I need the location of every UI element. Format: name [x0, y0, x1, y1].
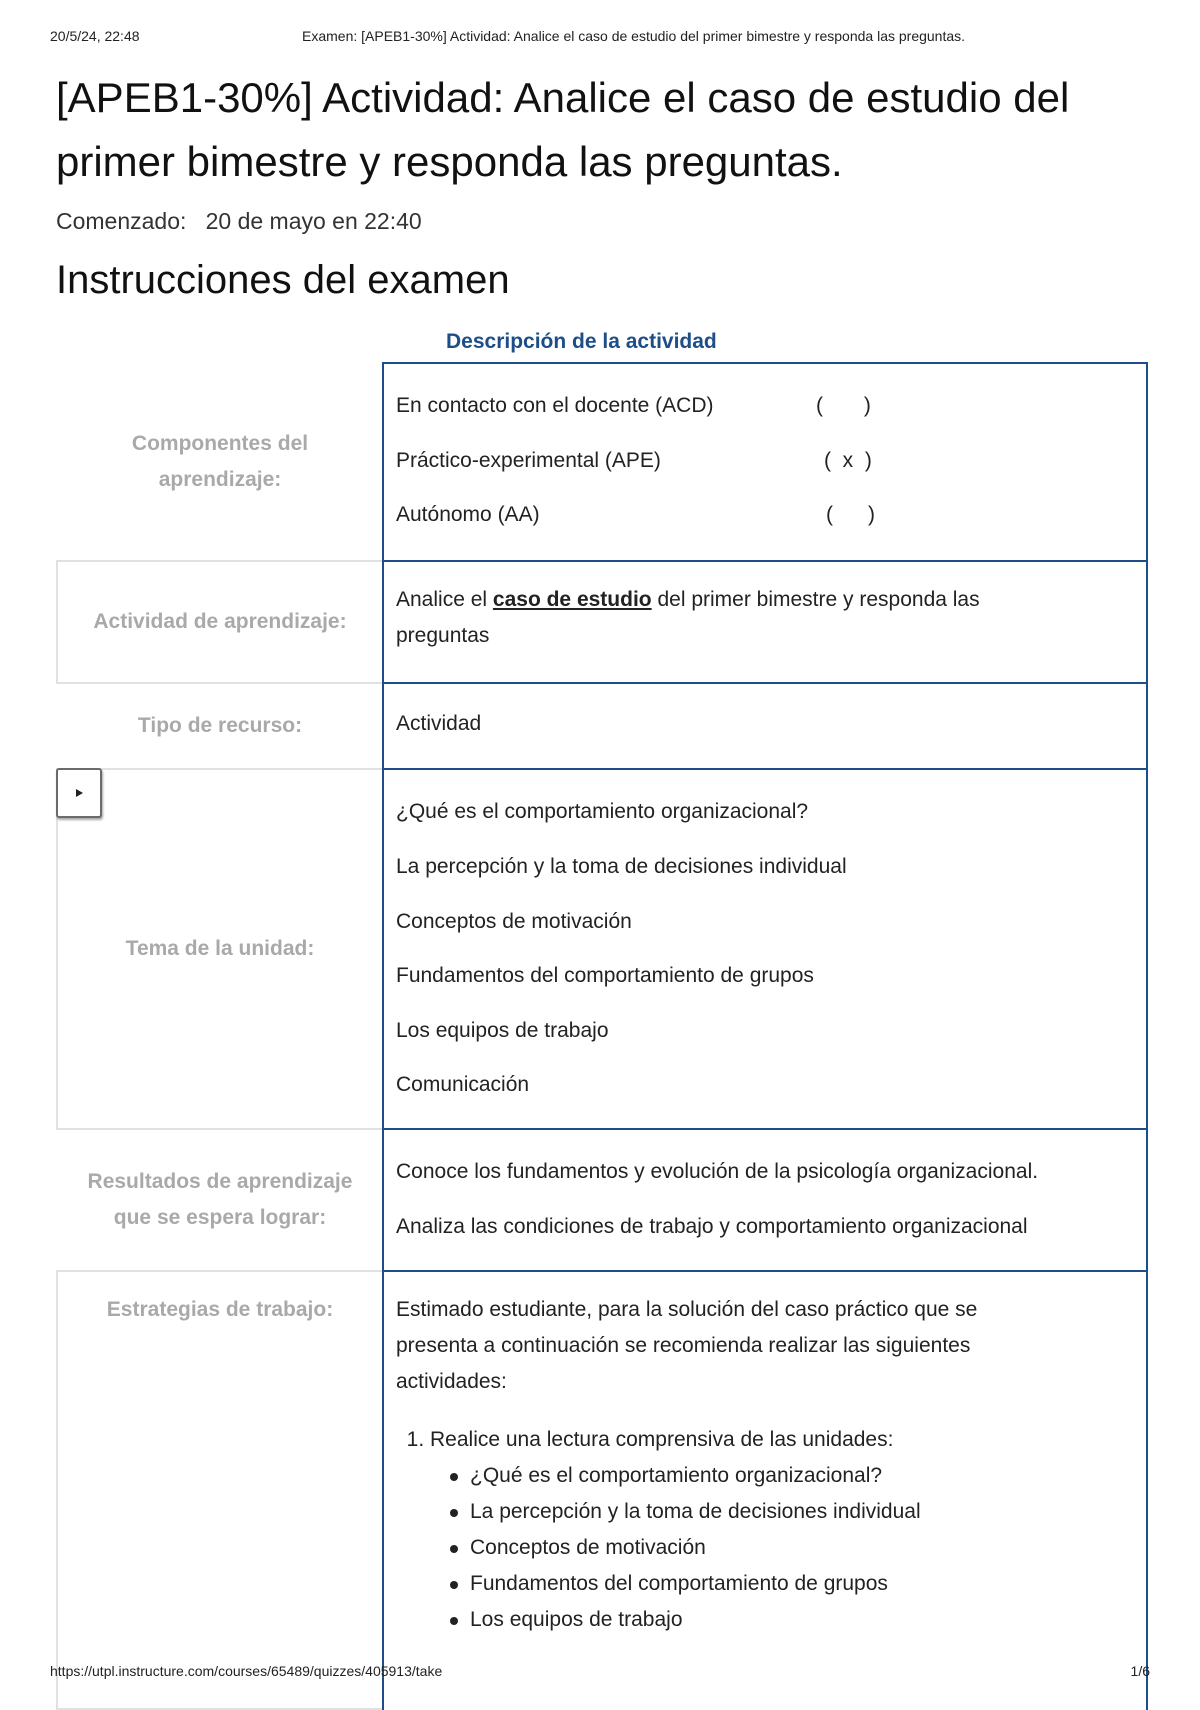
- unit-topic-item: La percepción y la toma de decisiones individual: [396, 855, 847, 878]
- strategies-cell: [382, 1270, 1148, 1710]
- strategies-label-cell: [56, 1270, 382, 1710]
- activity-suffix: del primer bimestre y responda las: [657, 588, 980, 611]
- unit-topics-cell: [382, 768, 1148, 1130]
- unit-topic-item: Fundamentos del comportamiento de grupos: [396, 964, 814, 987]
- list-item: Fundamentos del comportamiento de grupos: [470, 1566, 921, 1602]
- resource-label-cell: [56, 682, 382, 770]
- activity-label-cell: [56, 560, 382, 684]
- strategies-intro-line: actividades:: [396, 1370, 507, 1393]
- strategy-steps: [396, 1422, 921, 1638]
- instructions-heading: Instrucciones del examen: [56, 258, 510, 302]
- component-mark-aa: ( ): [826, 503, 875, 526]
- started-info: [56, 208, 422, 235]
- outcomes-cell: [382, 1128, 1148, 1272]
- page-number: 1/6: [1130, 1663, 1150, 1679]
- print-date: 20/5/24, 22:48: [50, 28, 140, 44]
- resource-cell: [382, 682, 1148, 770]
- play-button[interactable]: [56, 768, 102, 818]
- print-doc-title: Examen: [APEB1-30%] Actividad: Analice el caso de estudio del primer bimestre y responda las preguntas.: [302, 28, 966, 44]
- strategies-intro-line: presenta a continuación se recomienda realizar las siguientes: [396, 1334, 971, 1357]
- started-label: Comenzado:: [56, 208, 187, 234]
- component-mark-ape: ( x ): [824, 449, 872, 472]
- activity-cell: [382, 560, 1148, 684]
- activity-text-line2: preguntas: [396, 624, 490, 647]
- component-option-acd: En contacto con el docente (ACD): [396, 394, 714, 417]
- activity-prefix: Analice el: [396, 588, 488, 611]
- components-label: Componentes del aprendizaje:: [131, 432, 309, 491]
- components-label-cell: [56, 362, 382, 562]
- resource-label: Tipo de recurso:: [137, 714, 303, 737]
- component-option-aa: Autónomo (AA): [396, 503, 540, 526]
- list-item: Los equipos de trabajo: [470, 1602, 921, 1638]
- strategy-step-text: Realice una lectura comprensiva de las unidades:: [430, 1428, 894, 1451]
- page-title: [APEB1-30%] Actividad: Analice el caso de estudio del primer bimestre y responda las preguntas.: [56, 74, 1070, 185]
- unit-topic-item: Conceptos de motivación: [396, 910, 632, 933]
- unit-topic-item: Comunicación: [396, 1073, 530, 1096]
- outcome-item: Analiza las condiciones de trabajo y comportamiento organizacional: [396, 1215, 1028, 1238]
- unit-topics-label: Tema de la unidad:: [125, 937, 315, 960]
- outcomes-label-line2: que se espera lograr:: [113, 1206, 327, 1229]
- case-study-link[interactable]: caso de estudio: [492, 588, 652, 611]
- strategy-step: [430, 1422, 921, 1638]
- outcomes-label: [88, 1164, 353, 1236]
- activity-label: Actividad de aprendizaje:: [93, 610, 347, 633]
- components-cell: [382, 362, 1148, 562]
- unit-topic-item: Los equipos de trabajo: [396, 1019, 609, 1042]
- outcomes-label-cell: [56, 1128, 382, 1272]
- table-caption: Descripción de la actividad: [446, 330, 717, 353]
- started-value: 20 de mayo en 22:40: [205, 208, 422, 234]
- unit-topic-item: ¿Qué es el comportamiento organizacional?: [396, 800, 809, 823]
- component-option-ape: Práctico-experimental (APE): [396, 449, 661, 472]
- outcomes-label-line1: Resultados de aprendizaje: [87, 1170, 353, 1193]
- activity-text: [396, 588, 980, 612]
- unit-topics-label-cell: [56, 768, 382, 1130]
- strategies-label: Estrategias de trabajo:: [106, 1298, 334, 1321]
- component-mark-acd: ( ): [816, 394, 871, 417]
- list-item: ¿Qué es el comportamiento organizacional?: [470, 1458, 921, 1494]
- unit-reading-list: [430, 1458, 921, 1638]
- list-item: Conceptos de motivación: [470, 1530, 921, 1566]
- strategies-intro-line: Estimado estudiante, para la solución del caso práctico que se: [396, 1298, 978, 1321]
- play-icon: [73, 787, 85, 799]
- list-item: La percepción y la toma de decisiones individual: [470, 1494, 921, 1530]
- outcome-item: Conoce los fundamentos y evolución de la psicología organizacional.: [396, 1160, 1039, 1183]
- resource-value: Actividad: [396, 712, 482, 735]
- print-url: https://utpl.instructure.com/courses/65489/quizzes/405913/take: [50, 1663, 443, 1679]
